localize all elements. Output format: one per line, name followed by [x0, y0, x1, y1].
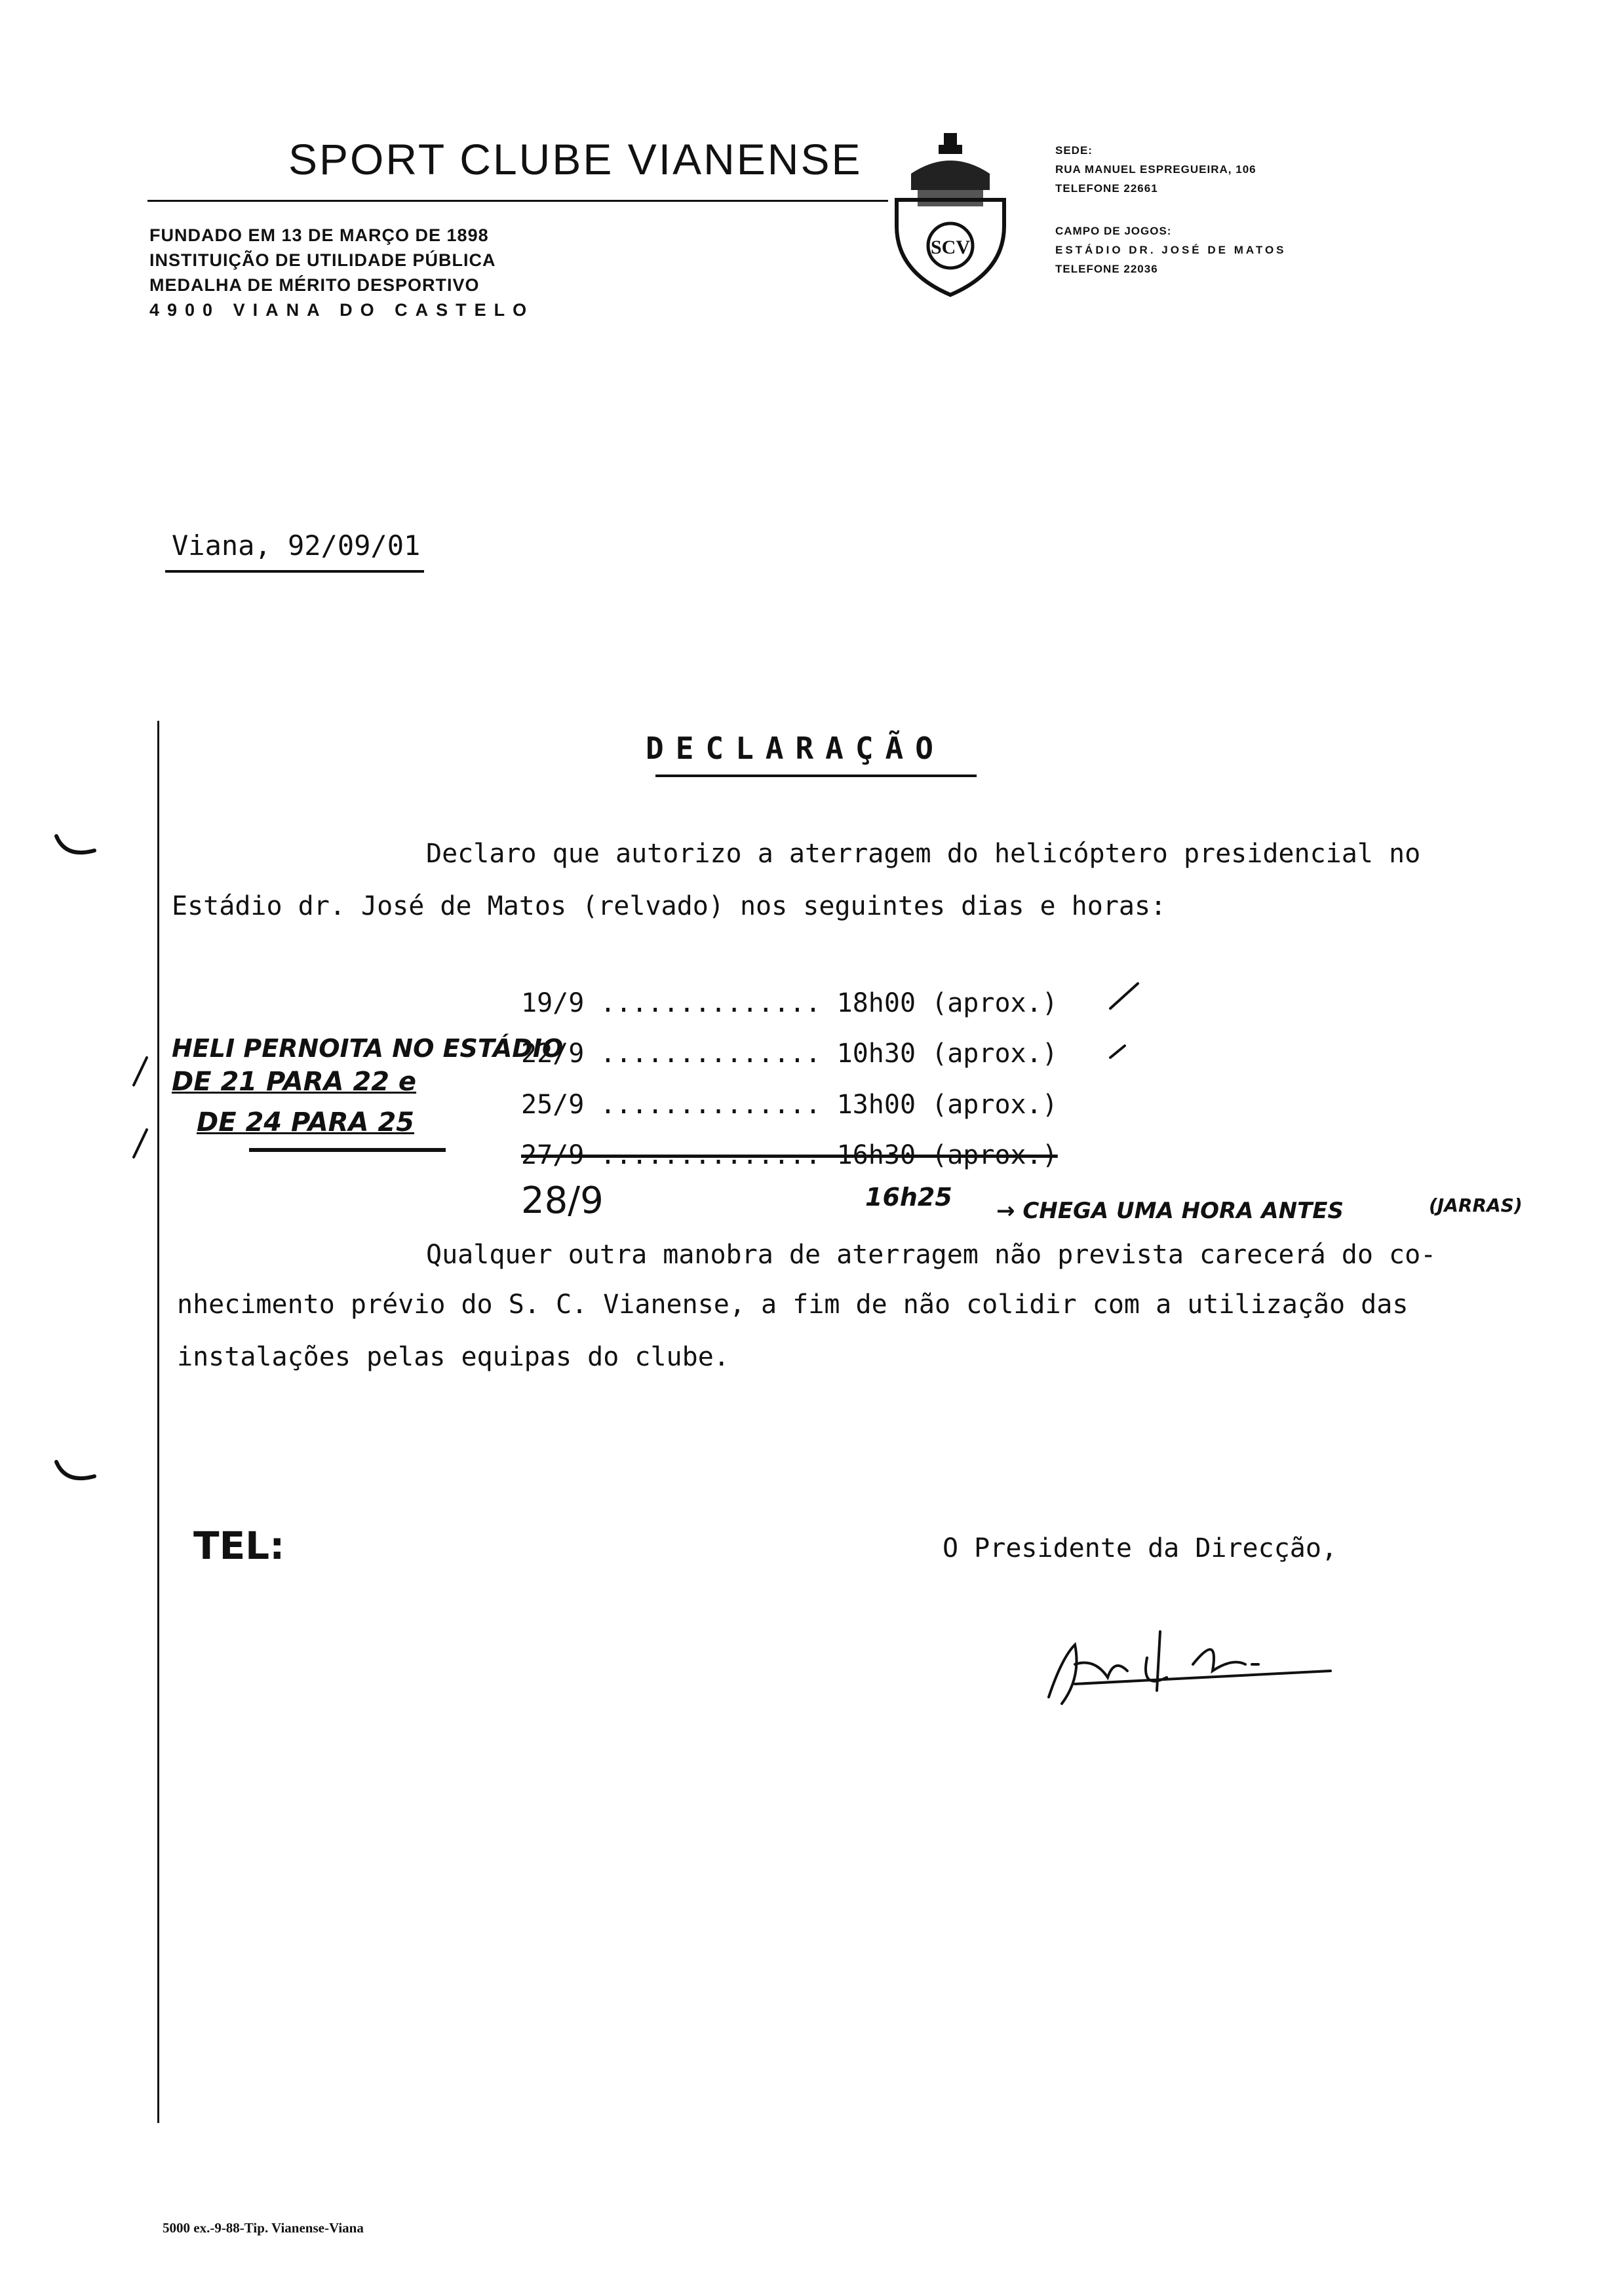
- footer-imprint: 5000 ex.-9-88-Tip. Vianense-Viana: [163, 2220, 364, 2236]
- tick-mark-icon: [131, 1055, 151, 1088]
- date-underline: [165, 570, 424, 573]
- handwritten-date: 28/9: [521, 1179, 604, 1222]
- header-rule: [147, 200, 888, 202]
- handwritten-tel-label: TEL:: [193, 1523, 285, 1568]
- club-address-line: 4900 VIANA DO CASTELO: [149, 300, 535, 320]
- sede-label: SEDE:: [1055, 144, 1093, 157]
- margin-hook-icon: [52, 1458, 98, 1491]
- handwritten-note-line2: DE 21 PARA 22 e: [172, 1067, 417, 1097]
- campo-address: ESTÁDIO DR. JOSÉ DE MATOS: [1055, 244, 1287, 256]
- handwritten-underline: [249, 1148, 446, 1152]
- document-title: DECLARAÇÃO: [646, 731, 945, 766]
- campo-label: CAMPO DE JOGOS:: [1055, 225, 1172, 237]
- club-founded-line: FUNDADO EM 13 DE MARÇO DE 1898: [149, 225, 489, 245]
- handwritten-arrival-paren: (JARRAS): [1429, 1195, 1523, 1216]
- margin-hook-icon: [52, 832, 98, 865]
- schedule-row: 19/9 .............. 18h00 (aprox.): [521, 988, 1058, 1018]
- letter-date: Viana, 92/09/01: [172, 529, 421, 562]
- campo-phone: TELEFONE 22036: [1055, 263, 1158, 275]
- schedule-row: 25/9 .............. 13h00 (aprox.): [521, 1090, 1058, 1120]
- handwritten-note-line3: DE 24 PARA 25: [197, 1107, 414, 1138]
- para1-line2: Estádio dr. José de Matos (relvado) nos seguintes dias e horas:: [172, 891, 1167, 921]
- margin-line: [157, 721, 159, 2123]
- club-name: SPORT CLUBE VIANENSE: [288, 135, 863, 183]
- title-underline: [655, 775, 977, 777]
- club-info: [149, 223, 534, 322]
- signature-closing: O Presidente da Direcção,: [943, 1533, 1338, 1563]
- para2-line3: instalações pelas equipas do clube.: [177, 1342, 730, 1372]
- tick-mark-icon: [131, 1127, 151, 1160]
- signature-icon: [1036, 1618, 1337, 1710]
- check-mark-icon: [1108, 1042, 1127, 1062]
- sede-address: RUA MANUEL ESPREGUEIRA, 106: [1055, 163, 1256, 176]
- club-crest-icon: [891, 128, 1009, 298]
- para2-line1: Qualquer outra manobra de aterragem não prevista carecerá do co-: [426, 1240, 1437, 1270]
- sede-phone: TELEFONE 22661: [1055, 182, 1158, 195]
- club-medal-line: MEDALHA DE MÉRITO DESPORTIVO: [149, 275, 480, 295]
- handwritten-time: 16h25: [865, 1183, 952, 1212]
- club-institution-line: INSTITUIÇÃO DE UTILIDADE PÚBLICA: [149, 250, 496, 270]
- schedule-row: 22/9 .............. 10h30 (aprox.): [521, 1039, 1058, 1069]
- schedule-row-struck: 27/9 .............. 16h30 (aprox.): [521, 1140, 1058, 1170]
- crest-monogram: SCV: [930, 237, 971, 258]
- check-mark-icon: [1108, 980, 1140, 1012]
- club-contact: [1055, 141, 1287, 278]
- para1-line1: Declaro que autorizo a aterragem do helicóptero presidencial no: [426, 839, 1421, 869]
- handwritten-arrival-note: → CHEGA UMA HORA ANTES: [996, 1198, 1344, 1224]
- para2-line2: nhecimento prévio do S. C. Vianense, a fim de não colidir com a utilização das: [177, 1290, 1409, 1320]
- handwritten-note-line1: HELI PERNOITA NO ESTÁDIO: [172, 1034, 564, 1063]
